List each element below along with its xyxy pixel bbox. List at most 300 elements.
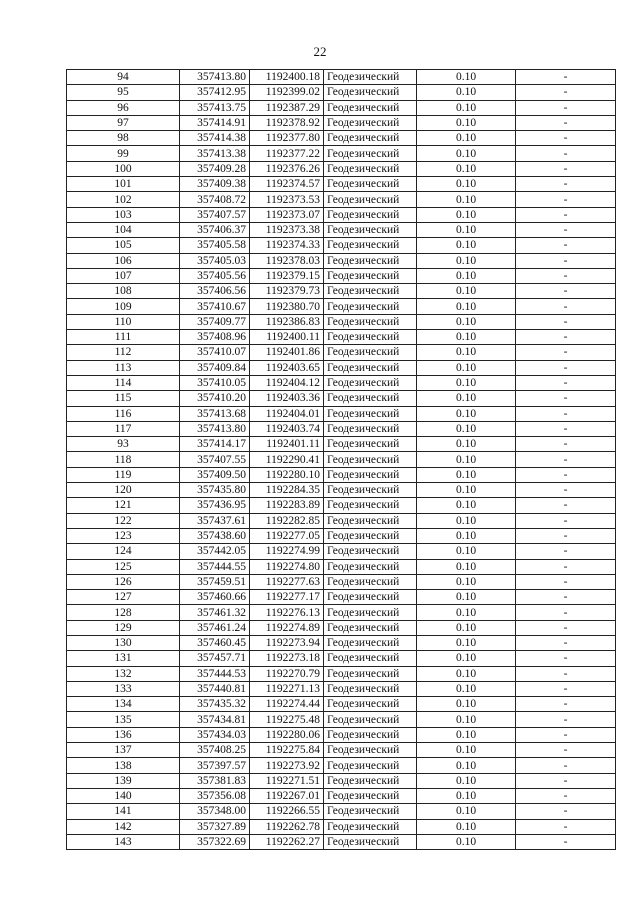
y-coordinate-cell: 1192378.03 [250, 253, 324, 268]
table-row [67, 360, 616, 375]
note-cell: - [516, 437, 616, 452]
point-number-cell: 122 [67, 513, 180, 528]
method-cell: Геодезический [324, 681, 417, 696]
y-coordinate-cell: 1192282.85 [250, 513, 324, 528]
precision-cell: 0.10 [417, 697, 516, 712]
y-coordinate-cell: 1192403.74 [250, 421, 324, 436]
table-row [67, 635, 616, 650]
method-cell: Геодезический [324, 574, 417, 589]
y-coordinate-cell: 1192378.92 [250, 115, 324, 130]
y-coordinate-cell: 1192266.55 [250, 804, 324, 819]
table-row [67, 131, 616, 146]
table-row [67, 559, 616, 574]
point-number-cell: 101 [67, 177, 180, 192]
precision-cell: 0.10 [417, 330, 516, 345]
note-cell: - [516, 498, 616, 513]
method-cell: Геодезический [324, 299, 417, 314]
x-coordinate-cell: 357434.03 [180, 727, 250, 742]
table-row [67, 788, 616, 803]
table-row [67, 253, 616, 268]
note-cell: - [516, 758, 616, 773]
note-cell: - [516, 238, 616, 253]
note-cell: - [516, 131, 616, 146]
x-coordinate-cell: 357460.66 [180, 590, 250, 605]
note-cell: - [516, 559, 616, 574]
y-coordinate-cell: 1192274.89 [250, 620, 324, 635]
note-cell: - [516, 421, 616, 436]
x-coordinate-cell: 357413.68 [180, 406, 250, 421]
x-coordinate-cell: 357437.61 [180, 513, 250, 528]
x-coordinate-cell: 357408.72 [180, 192, 250, 207]
x-coordinate-cell: 357457.71 [180, 651, 250, 666]
table-row [67, 100, 616, 115]
table-row [67, 406, 616, 421]
x-coordinate-cell: 357327.89 [180, 819, 250, 834]
note-cell: - [516, 528, 616, 543]
x-coordinate-cell: 357414.17 [180, 437, 250, 452]
method-cell: Геодезический [324, 452, 417, 467]
note-cell: - [516, 804, 616, 819]
y-coordinate-cell: 1192403.36 [250, 391, 324, 406]
y-coordinate-cell: 1192376.26 [250, 161, 324, 176]
table-row [67, 513, 616, 528]
precision-cell: 0.10 [417, 498, 516, 513]
x-coordinate-cell: 357435.80 [180, 483, 250, 498]
table-row [67, 330, 616, 345]
table-row [67, 605, 616, 620]
table-row [67, 452, 616, 467]
table-row [67, 712, 616, 727]
table-row [67, 804, 616, 819]
table-row [67, 207, 616, 222]
y-coordinate-cell: 1192373.07 [250, 207, 324, 222]
table-row [67, 574, 616, 589]
method-cell: Геодезический [324, 697, 417, 712]
method-cell: Геодезический [324, 85, 417, 100]
precision-cell: 0.10 [417, 743, 516, 758]
precision-cell: 0.10 [417, 345, 516, 360]
precision-cell: 0.10 [417, 773, 516, 788]
note-cell: - [516, 268, 616, 283]
method-cell: Геодезический [324, 192, 417, 207]
note-cell: - [516, 177, 616, 192]
x-coordinate-cell: 357436.95 [180, 498, 250, 513]
note-cell: - [516, 666, 616, 681]
table-row [67, 743, 616, 758]
table-row [67, 70, 616, 85]
x-coordinate-cell: 357412.95 [180, 85, 250, 100]
x-coordinate-cell: 357406.37 [180, 222, 250, 237]
y-coordinate-cell: 1192274.80 [250, 559, 324, 574]
point-number-cell: 126 [67, 574, 180, 589]
precision-cell: 0.10 [417, 513, 516, 528]
x-coordinate-cell: 357444.53 [180, 666, 250, 681]
x-coordinate-cell: 357409.77 [180, 314, 250, 329]
method-cell: Геодезический [324, 758, 417, 773]
x-coordinate-cell: 357410.67 [180, 299, 250, 314]
table-row [67, 375, 616, 390]
point-number-cell: 131 [67, 651, 180, 666]
precision-cell: 0.10 [417, 421, 516, 436]
method-cell: Геодезический [324, 330, 417, 345]
point-number-cell: 138 [67, 758, 180, 773]
point-number-cell: 132 [67, 666, 180, 681]
y-coordinate-cell: 1192290.41 [250, 452, 324, 467]
note-cell: - [516, 161, 616, 176]
precision-cell: 0.10 [417, 620, 516, 635]
table-row [67, 620, 616, 635]
x-coordinate-cell: 357442.05 [180, 544, 250, 559]
precision-cell: 0.10 [417, 253, 516, 268]
point-number-cell: 139 [67, 773, 180, 788]
precision-cell: 0.10 [417, 375, 516, 390]
x-coordinate-cell: 357405.56 [180, 268, 250, 283]
table-row [67, 590, 616, 605]
precision-cell: 0.10 [417, 590, 516, 605]
y-coordinate-cell: 1192275.48 [250, 712, 324, 727]
method-cell: Геодезический [324, 222, 417, 237]
x-coordinate-cell: 357405.03 [180, 253, 250, 268]
method-cell: Геодезический [324, 528, 417, 543]
coordinates-table-body [67, 70, 616, 850]
point-number-cell: 99 [67, 146, 180, 161]
note-cell: - [516, 375, 616, 390]
note-cell: - [516, 605, 616, 620]
precision-cell: 0.10 [417, 299, 516, 314]
method-cell: Геодезический [324, 620, 417, 635]
x-coordinate-cell: 357459.51 [180, 574, 250, 589]
precision-cell: 0.10 [417, 681, 516, 696]
point-number-cell: 125 [67, 559, 180, 574]
point-number-cell: 104 [67, 222, 180, 237]
method-cell: Геодезический [324, 375, 417, 390]
y-coordinate-cell: 1192283.89 [250, 498, 324, 513]
precision-cell: 0.10 [417, 222, 516, 237]
method-cell: Геодезический [324, 590, 417, 605]
x-coordinate-cell: 357408.25 [180, 743, 250, 758]
note-cell: - [516, 406, 616, 421]
precision-cell: 0.10 [417, 268, 516, 283]
method-cell: Геодезический [324, 712, 417, 727]
precision-cell: 0.10 [417, 788, 516, 803]
precision-cell: 0.10 [417, 804, 516, 819]
y-coordinate-cell: 1192380.70 [250, 299, 324, 314]
method-cell: Геодезический [324, 437, 417, 452]
point-number-cell: 142 [67, 819, 180, 834]
table-row [67, 314, 616, 329]
x-coordinate-cell: 357405.58 [180, 238, 250, 253]
point-number-cell: 117 [67, 421, 180, 436]
table-row [67, 666, 616, 681]
method-cell: Геодезический [324, 819, 417, 834]
point-number-cell: 115 [67, 391, 180, 406]
point-number-cell: 119 [67, 467, 180, 482]
point-number-cell: 111 [67, 330, 180, 345]
table-row [67, 697, 616, 712]
method-cell: Геодезический [324, 360, 417, 375]
point-number-cell: 128 [67, 605, 180, 620]
precision-cell: 0.10 [417, 100, 516, 115]
y-coordinate-cell: 1192275.84 [250, 743, 324, 758]
point-number-cell: 112 [67, 345, 180, 360]
table-row [67, 161, 616, 176]
table-row [67, 681, 616, 696]
precision-cell: 0.10 [417, 115, 516, 130]
table-row [67, 483, 616, 498]
precision-cell: 0.10 [417, 819, 516, 834]
x-coordinate-cell: 357409.28 [180, 161, 250, 176]
method-cell: Геодезический [324, 238, 417, 253]
y-coordinate-cell: 1192400.11 [250, 330, 324, 345]
method-cell: Геодезический [324, 268, 417, 283]
method-cell: Геодезический [324, 743, 417, 758]
method-cell: Геодезический [324, 544, 417, 559]
precision-cell: 0.10 [417, 727, 516, 742]
note-cell: - [516, 819, 616, 834]
method-cell: Геодезический [324, 651, 417, 666]
x-coordinate-cell: 357407.55 [180, 452, 250, 467]
method-cell: Геодезический [324, 727, 417, 742]
method-cell: Геодезический [324, 483, 417, 498]
note-cell: - [516, 574, 616, 589]
precision-cell: 0.10 [417, 605, 516, 620]
x-coordinate-cell: 357460.45 [180, 635, 250, 650]
precision-cell: 0.10 [417, 146, 516, 161]
x-coordinate-cell: 357348.00 [180, 804, 250, 819]
method-cell: Геодезический [324, 391, 417, 406]
table-row [67, 299, 616, 314]
precision-cell: 0.10 [417, 85, 516, 100]
method-cell: Геодезический [324, 177, 417, 192]
precision-cell: 0.10 [417, 238, 516, 253]
point-number-cell: 109 [67, 299, 180, 314]
method-cell: Геодезический [324, 559, 417, 574]
table-row [67, 391, 616, 406]
method-cell: Геодезический [324, 498, 417, 513]
note-cell: - [516, 222, 616, 237]
point-number-cell: 124 [67, 544, 180, 559]
note-cell: - [516, 452, 616, 467]
y-coordinate-cell: 1192267.01 [250, 788, 324, 803]
method-cell: Геодезический [324, 115, 417, 130]
note-cell: - [516, 100, 616, 115]
x-coordinate-cell: 357414.38 [180, 131, 250, 146]
x-coordinate-cell: 357397.57 [180, 758, 250, 773]
x-coordinate-cell: 357410.07 [180, 345, 250, 360]
x-coordinate-cell: 357409.84 [180, 360, 250, 375]
precision-cell: 0.10 [417, 192, 516, 207]
method-cell: Геодезический [324, 146, 417, 161]
x-coordinate-cell: 357413.80 [180, 421, 250, 436]
note-cell: - [516, 360, 616, 375]
y-coordinate-cell: 1192400.18 [250, 70, 324, 85]
note-cell: - [516, 727, 616, 742]
point-number-cell: 137 [67, 743, 180, 758]
y-coordinate-cell: 1192387.29 [250, 100, 324, 115]
x-coordinate-cell: 357435.32 [180, 697, 250, 712]
precision-cell: 0.10 [417, 834, 516, 849]
method-cell: Геодезический [324, 131, 417, 146]
note-cell: - [516, 70, 616, 85]
note-cell: - [516, 115, 616, 130]
precision-cell: 0.10 [417, 758, 516, 773]
table-row [67, 284, 616, 299]
y-coordinate-cell: 1192274.99 [250, 544, 324, 559]
point-number-cell: 120 [67, 483, 180, 498]
point-number-cell: 130 [67, 635, 180, 650]
y-coordinate-cell: 1192277.17 [250, 590, 324, 605]
point-number-cell: 106 [67, 253, 180, 268]
note-cell: - [516, 253, 616, 268]
precision-cell: 0.10 [417, 207, 516, 222]
point-number-cell: 105 [67, 238, 180, 253]
precision-cell: 0.10 [417, 131, 516, 146]
x-coordinate-cell: 357409.50 [180, 467, 250, 482]
x-coordinate-cell: 357444.55 [180, 559, 250, 574]
y-coordinate-cell: 1192284.35 [250, 483, 324, 498]
y-coordinate-cell: 1192276.13 [250, 605, 324, 620]
table-row [67, 528, 616, 543]
precision-cell: 0.10 [417, 666, 516, 681]
point-number-cell: 129 [67, 620, 180, 635]
table-row [67, 421, 616, 436]
y-coordinate-cell: 1192277.05 [250, 528, 324, 543]
method-cell: Геодезический [324, 513, 417, 528]
note-cell: - [516, 834, 616, 849]
y-coordinate-cell: 1192273.94 [250, 635, 324, 650]
precision-cell: 0.10 [417, 559, 516, 574]
note-cell: - [516, 590, 616, 605]
precision-cell: 0.10 [417, 635, 516, 650]
point-number-cell: 93 [67, 437, 180, 452]
note-cell: - [516, 299, 616, 314]
point-number-cell: 121 [67, 498, 180, 513]
table-row [67, 146, 616, 161]
note-cell: - [516, 544, 616, 559]
y-coordinate-cell: 1192404.01 [250, 406, 324, 421]
table-row [67, 758, 616, 773]
point-number-cell: 133 [67, 681, 180, 696]
table-row [67, 222, 616, 237]
y-coordinate-cell: 1192377.22 [250, 146, 324, 161]
y-coordinate-cell: 1192262.78 [250, 819, 324, 834]
method-cell: Геодезический [324, 834, 417, 849]
method-cell: Геодезический [324, 406, 417, 421]
note-cell: - [516, 345, 616, 360]
method-cell: Геодезический [324, 773, 417, 788]
method-cell: Геодезический [324, 345, 417, 360]
x-coordinate-cell: 357413.75 [180, 100, 250, 115]
table-row [67, 467, 616, 482]
note-cell: - [516, 635, 616, 650]
precision-cell: 0.10 [417, 712, 516, 727]
x-coordinate-cell: 357409.38 [180, 177, 250, 192]
table-row [67, 819, 616, 834]
y-coordinate-cell: 1192399.02 [250, 85, 324, 100]
precision-cell: 0.10 [417, 391, 516, 406]
table-row [67, 345, 616, 360]
method-cell: Геодезический [324, 635, 417, 650]
method-cell: Геодезический [324, 788, 417, 803]
precision-cell: 0.10 [417, 437, 516, 452]
x-coordinate-cell: 357414.91 [180, 115, 250, 130]
table-row [67, 268, 616, 283]
method-cell: Геодезический [324, 421, 417, 436]
table-row [67, 544, 616, 559]
y-coordinate-cell: 1192271.13 [250, 681, 324, 696]
y-coordinate-cell: 1192374.57 [250, 177, 324, 192]
precision-cell: 0.10 [417, 483, 516, 498]
point-number-cell: 94 [67, 70, 180, 85]
x-coordinate-cell: 357440.81 [180, 681, 250, 696]
y-coordinate-cell: 1192277.63 [250, 574, 324, 589]
note-cell: - [516, 85, 616, 100]
point-number-cell: 114 [67, 375, 180, 390]
y-coordinate-cell: 1192273.92 [250, 758, 324, 773]
x-coordinate-cell: 357381.83 [180, 773, 250, 788]
point-number-cell: 118 [67, 452, 180, 467]
x-coordinate-cell: 357408.96 [180, 330, 250, 345]
point-number-cell: 123 [67, 528, 180, 543]
note-cell: - [516, 651, 616, 666]
y-coordinate-cell: 1192270.79 [250, 666, 324, 681]
point-number-cell: 136 [67, 727, 180, 742]
y-coordinate-cell: 1192374.33 [250, 238, 324, 253]
point-number-cell: 127 [67, 590, 180, 605]
y-coordinate-cell: 1192273.18 [250, 651, 324, 666]
point-number-cell: 100 [67, 161, 180, 176]
precision-cell: 0.10 [417, 360, 516, 375]
point-number-cell: 97 [67, 115, 180, 130]
precision-cell: 0.10 [417, 544, 516, 559]
note-cell: - [516, 467, 616, 482]
table-row [67, 651, 616, 666]
table-row [67, 177, 616, 192]
y-coordinate-cell: 1192373.38 [250, 222, 324, 237]
note-cell: - [516, 330, 616, 345]
point-number-cell: 95 [67, 85, 180, 100]
point-number-cell: 141 [67, 804, 180, 819]
x-coordinate-cell: 357410.05 [180, 375, 250, 390]
note-cell: - [516, 620, 616, 635]
x-coordinate-cell: 357413.80 [180, 70, 250, 85]
method-cell: Геодезический [324, 804, 417, 819]
point-number-cell: 116 [67, 406, 180, 421]
precision-cell: 0.10 [417, 161, 516, 176]
y-coordinate-cell: 1192373.53 [250, 192, 324, 207]
point-number-cell: 113 [67, 360, 180, 375]
x-coordinate-cell: 357461.24 [180, 620, 250, 635]
y-coordinate-cell: 1192386.83 [250, 314, 324, 329]
x-coordinate-cell: 357356.08 [180, 788, 250, 803]
x-coordinate-cell: 357406.56 [180, 284, 250, 299]
method-cell: Геодезический [324, 666, 417, 681]
y-coordinate-cell: 1192377.80 [250, 131, 324, 146]
x-coordinate-cell: 357413.38 [180, 146, 250, 161]
precision-cell: 0.10 [417, 314, 516, 329]
y-coordinate-cell: 1192280.10 [250, 467, 324, 482]
method-cell: Геодезический [324, 161, 417, 176]
note-cell: - [516, 483, 616, 498]
y-coordinate-cell: 1192280.06 [250, 727, 324, 742]
note-cell: - [516, 314, 616, 329]
note-cell: - [516, 697, 616, 712]
method-cell: Геодезический [324, 314, 417, 329]
point-number-cell: 143 [67, 834, 180, 849]
table-row [67, 727, 616, 742]
note-cell: - [516, 284, 616, 299]
y-coordinate-cell: 1192404.12 [250, 375, 324, 390]
